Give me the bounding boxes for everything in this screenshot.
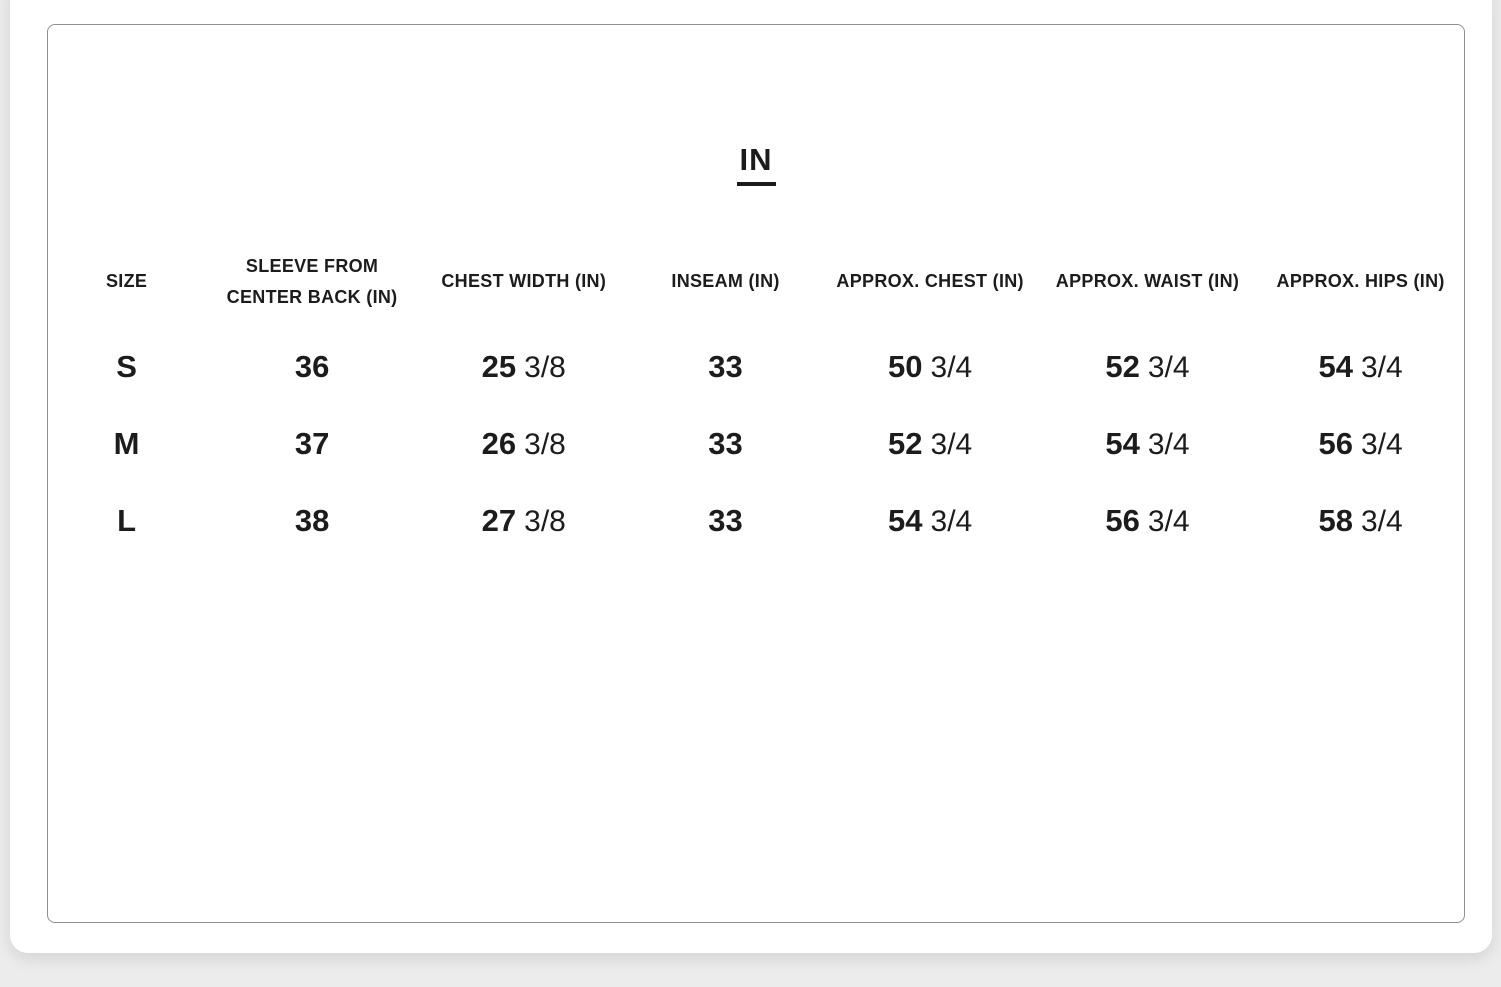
measurement-whole: 54	[1318, 348, 1353, 384]
table-header-row	[48, 236, 1464, 328]
measurement-cell	[205, 328, 419, 405]
column-header-approx-chest: APPROX. CHEST (IN)	[836, 271, 1024, 292]
table-row-size-s	[48, 328, 1464, 405]
table-row-size-l	[48, 482, 1464, 559]
column-header-approx-waist: APPROX. WAIST (IN)	[1055, 271, 1240, 292]
measurement-cell	[205, 482, 419, 559]
measurement-cell	[419, 405, 629, 482]
measurement-fraction: 3/4	[930, 504, 973, 538]
measurement-fraction: 3/4	[1360, 504, 1403, 538]
measurement-cell	[1257, 405, 1464, 482]
measurement-cell	[1257, 328, 1464, 405]
size-label: L	[117, 502, 137, 538]
measurement-fraction: 3/8	[524, 427, 566, 461]
column-header-size: SIZE	[105, 271, 148, 292]
measurement-fraction: 3/4	[1360, 350, 1403, 384]
measurement-fraction: 3/4	[1147, 350, 1190, 384]
measurement-cell	[419, 328, 629, 405]
measurement-whole: 50	[888, 348, 923, 384]
measurement-whole: 54	[1105, 425, 1140, 461]
measurement-fraction: 3/4	[930, 427, 973, 461]
measurement-cell	[419, 482, 629, 559]
measurement-cell	[1038, 405, 1257, 482]
size-guide-card	[10, 0, 1492, 953]
measurement-cell	[629, 328, 823, 405]
measurement-whole: 36	[294, 348, 330, 384]
unit-tab-in[interactable]: IN	[737, 143, 776, 186]
measurement-fraction: 3/4	[930, 350, 973, 384]
column-header-inseam: INSEAM (IN)	[671, 271, 780, 292]
size-label: M	[113, 425, 140, 461]
measurement-whole: 33	[708, 502, 743, 538]
measurement-cell	[1038, 328, 1257, 405]
size-chart-panel	[47, 24, 1465, 923]
measurement-whole: 58	[1318, 502, 1353, 538]
column-header-approx-hips: APPROX. HIPS (IN)	[1276, 271, 1445, 292]
measurement-whole: 38	[294, 502, 330, 538]
measurement-fraction: 3/8	[524, 350, 566, 384]
measurement-cell	[1038, 482, 1257, 559]
measurement-cell	[823, 405, 1038, 482]
measurement-fraction: 3/8	[524, 504, 566, 538]
measurement-whole: 33	[708, 425, 743, 461]
measurement-whole: 52	[888, 425, 923, 461]
measurement-whole: 37	[294, 425, 330, 461]
measurement-cell	[205, 405, 419, 482]
measurement-whole: 52	[1105, 348, 1140, 384]
column-header-sleeve-from-center-back: SLEEVE FROM CENTER BACK (IN)	[226, 255, 398, 308]
measurement-fraction: 3/4	[1147, 427, 1190, 461]
measurement-whole: 56	[1318, 425, 1353, 461]
measurement-fraction: 3/4	[1147, 504, 1190, 538]
table-row-size-m	[48, 405, 1464, 482]
measurement-whole: 27	[481, 502, 517, 538]
measurement-fraction: 3/4	[1360, 427, 1403, 461]
column-header-chest-width: CHEST WIDTH (IN)	[441, 271, 607, 292]
measurement-cell	[823, 328, 1038, 405]
unit-selector	[48, 143, 1464, 186]
measurement-cell	[629, 405, 823, 482]
size-chart-table	[48, 236, 1464, 559]
measurement-cell	[629, 482, 823, 559]
measurement-cell	[1257, 482, 1464, 559]
measurement-whole: 56	[1105, 502, 1140, 538]
measurement-cell	[823, 482, 1038, 559]
measurement-whole: 54	[888, 502, 923, 538]
measurement-whole: 25	[481, 348, 517, 384]
size-label: S	[116, 348, 137, 384]
measurement-whole: 33	[708, 348, 743, 384]
measurement-whole: 26	[481, 425, 517, 461]
